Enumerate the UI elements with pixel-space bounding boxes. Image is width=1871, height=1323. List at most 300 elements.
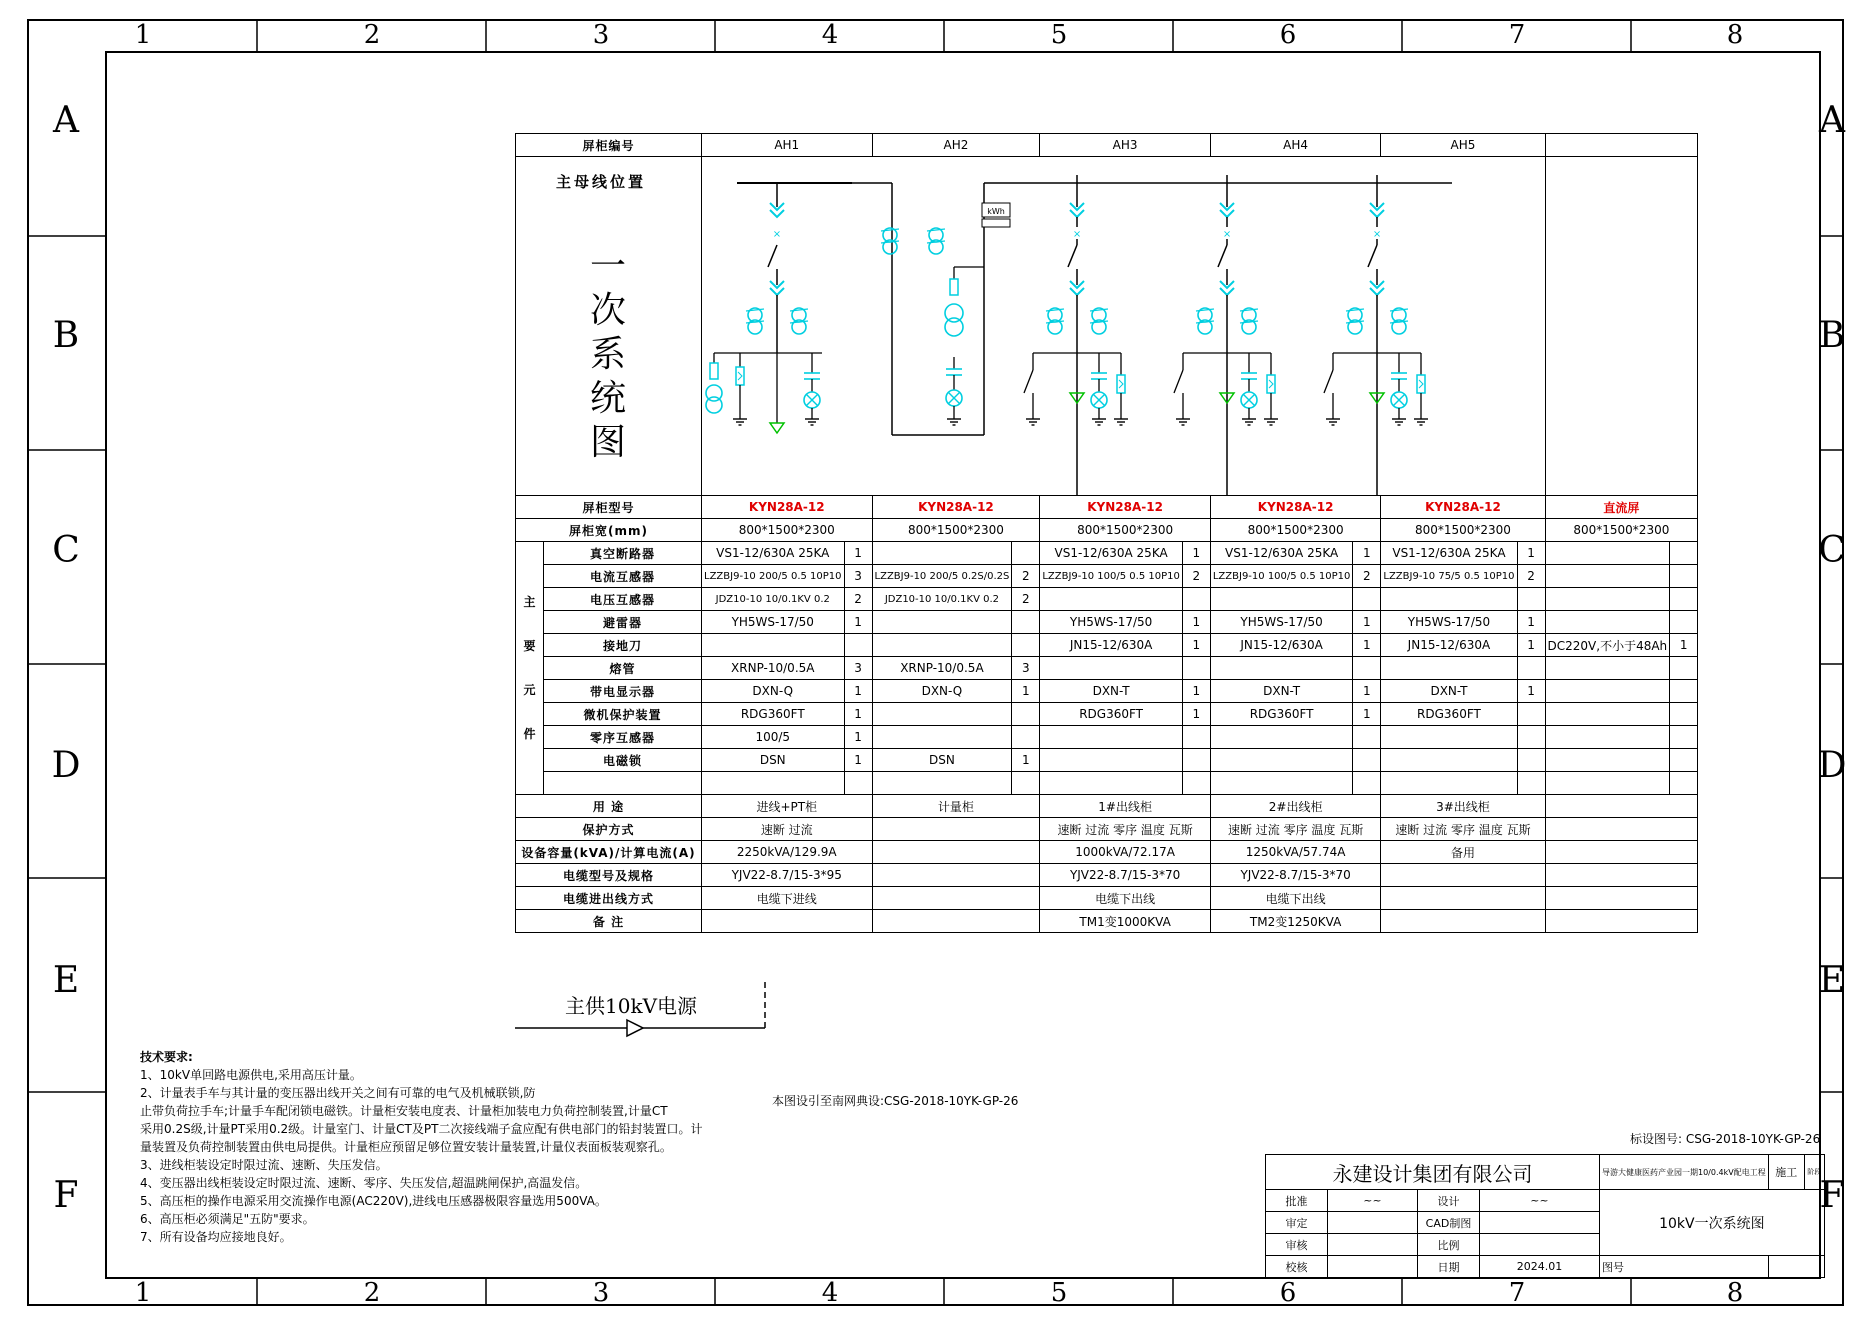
usage-row: [516, 795, 1698, 818]
cad-label: CAD制图: [1418, 1212, 1480, 1234]
grid-col-5-bottom: 5: [1050, 1278, 1068, 1308]
component-spec: [1040, 588, 1183, 611]
component-spec: LZZBJ9-10 100/5 0.5 10P10: [1040, 565, 1183, 588]
component-qty: 1: [1517, 680, 1545, 703]
model-ah3: KYN28A-12: [1040, 496, 1211, 519]
component-qty: [1353, 726, 1381, 749]
width-row: [516, 519, 1698, 542]
remarks-value: TM2变1250KVA: [1210, 910, 1381, 933]
component-qty: 3: [1012, 657, 1040, 680]
component-qty: [1012, 542, 1040, 565]
capacity-value: 备用: [1381, 841, 1545, 864]
component-qty: 2: [1517, 565, 1545, 588]
component-name: 电磁锁: [544, 749, 702, 772]
cable-route-value: 电缆下出线: [1210, 887, 1381, 910]
component-name: 带电显示器: [544, 680, 702, 703]
component-name: 电流互感器: [544, 565, 702, 588]
component-qty: [1670, 611, 1698, 634]
ah2-metering-circuit: [852, 183, 1010, 435]
component-name: 接地刀: [544, 634, 702, 657]
cable-value: [1381, 864, 1545, 887]
grid-row-a-right: A: [1819, 100, 1845, 141]
component-row: [516, 772, 1698, 795]
component-spec: DXN-Q: [702, 680, 845, 703]
component-spec: [1545, 749, 1670, 772]
component-qty: [1670, 726, 1698, 749]
diagram-vertical-title: 一 次 系 统 图: [589, 246, 626, 463]
component-spec: VS1-12/630A 25KA: [1381, 542, 1517, 565]
grid-row-d-left: D: [51, 745, 81, 786]
component-qty: 1: [1182, 703, 1210, 726]
component-spec: [1545, 588, 1670, 611]
component-spec: [1381, 749, 1517, 772]
cable-label: 电缆型号及规格: [516, 864, 702, 887]
component-spec: RDG360FT: [702, 703, 845, 726]
remarks-value: [1545, 910, 1698, 933]
component-qty: [1670, 542, 1698, 565]
stage-label: 施工: [1768, 1155, 1804, 1190]
component-qty: 1: [1182, 611, 1210, 634]
grid-row-b-right: B: [1818, 315, 1846, 356]
component-qty: [1670, 565, 1698, 588]
component-spec: [1545, 657, 1670, 680]
grid-row-f-left: F: [53, 1175, 79, 1216]
component-spec: [1210, 657, 1353, 680]
protection-label: 保护方式: [516, 818, 702, 841]
width-label: 屏柜宽(mm): [516, 519, 702, 542]
busbar-position-label: 主母线位置: [556, 173, 647, 191]
component-row: [516, 726, 1698, 749]
note-line: 2、计量表手车与其计量的变压器出线开关之间有可靠的电气及机械联锁,防: [140, 1086, 536, 1100]
component-spec: [1381, 726, 1517, 749]
model-ah2: KYN28A-12: [872, 496, 1040, 519]
component-spec: [1545, 772, 1670, 795]
grid-col-3-bottom: 3: [592, 1278, 610, 1308]
grid-col-6-bottom: 6: [1279, 1278, 1297, 1308]
width-ah4: 800*1500*2300: [1210, 519, 1381, 542]
usage-value: 进线+PT柜: [702, 795, 873, 818]
component-qty: [1670, 588, 1698, 611]
project-name: 导游大健康医药产业园一期10/0.4kV配电工程: [1600, 1155, 1769, 1190]
company-name: 永建设计集团有限公司: [1266, 1155, 1600, 1190]
protection-value: 速断 过流 零序 温度 瓦斯: [1040, 818, 1211, 841]
cable-value: YJV22-8.7/15-3*70: [1040, 864, 1211, 887]
source-label: 主供10kV电源: [565, 994, 698, 1018]
capacity-value: [872, 841, 1040, 864]
review-label: 审定: [1266, 1212, 1328, 1234]
usage-value: 3#出线柜: [1381, 795, 1545, 818]
model-row: [516, 496, 1698, 519]
grid-row-c-left: C: [52, 530, 80, 571]
width-ah5: 800*1500*2300: [1381, 519, 1545, 542]
drawing-title: 10kV一次系统图: [1600, 1190, 1825, 1256]
component-qty: 2: [1012, 588, 1040, 611]
component-row: [516, 588, 1698, 611]
note-line: 7、所有设备均应接地良好。: [140, 1230, 292, 1244]
component-spec: RDG360FT: [1210, 703, 1353, 726]
component-spec: [1381, 772, 1517, 795]
cabinet-ah4: AH4: [1210, 134, 1381, 157]
component-row: [516, 680, 1698, 703]
scale-label: 比例: [1418, 1234, 1480, 1256]
component-row: [516, 611, 1698, 634]
component-qty: 1: [1517, 542, 1545, 565]
component-spec: [1210, 588, 1353, 611]
grid-row-a-left: A: [53, 100, 79, 141]
component-spec: LZZBJ9-10 75/5 0.5 10P10: [1381, 565, 1517, 588]
component-qty: [1517, 703, 1545, 726]
component-qty: 1: [1012, 749, 1040, 772]
component-spec: [872, 542, 1012, 565]
cable-value: [1545, 864, 1698, 887]
remarks-label: 备 注: [516, 910, 702, 933]
protection-row: [516, 818, 1698, 841]
component-qty: [1182, 772, 1210, 795]
usage-value: [1545, 795, 1698, 818]
date-value: 2024.01: [1480, 1256, 1600, 1278]
component-rows: [516, 542, 1698, 795]
width-ah2: 800*1500*2300: [872, 519, 1040, 542]
design-label: 设计: [1418, 1190, 1480, 1212]
note-line: 5、高压柜的操作电源采用交流操作电源(AC220V),进线电压感器极限容量选用500VA。: [140, 1194, 607, 1208]
design-signature: ~~: [1480, 1190, 1600, 1212]
cabinet-number-row: [516, 134, 1698, 157]
component-qty: [844, 772, 872, 795]
remarks-value: [1381, 910, 1545, 933]
component-qty: [1670, 749, 1698, 772]
grid-col-1-top: 1: [134, 20, 152, 50]
component-qty: 2: [1012, 565, 1040, 588]
component-qty: 1: [1353, 703, 1381, 726]
component-qty: [1517, 749, 1545, 772]
remarks-value: [702, 910, 873, 933]
grid-col-5-top: 5: [1050, 20, 1068, 50]
component-spec: [1210, 726, 1353, 749]
cabinet-number-label: 屏柜编号: [516, 134, 702, 157]
component-row: [516, 634, 1698, 657]
grid-col-1-bottom: 1: [134, 1278, 152, 1308]
component-qty: 3: [844, 657, 872, 680]
component-qty: 1: [1517, 611, 1545, 634]
component-qty: 3: [844, 565, 872, 588]
model-ah5: KYN28A-12: [1381, 496, 1545, 519]
component-qty: [1353, 588, 1381, 611]
component-spec: DXN-T: [1040, 680, 1183, 703]
cabinet-blank: [1545, 134, 1698, 157]
cable-route-label: 电缆进出线方式: [516, 887, 702, 910]
component-spec: XRNP-10/0.5A: [702, 657, 845, 680]
component-spec: [1545, 680, 1670, 703]
grid-col-7-top: 7: [1508, 20, 1526, 50]
component-qty: 1: [844, 611, 872, 634]
component-qty: [1012, 611, 1040, 634]
remarks-value: TM1变1000KVA: [1040, 910, 1211, 933]
component-spec: [1040, 726, 1183, 749]
diagram-row: [516, 157, 1698, 496]
approve-signature: ~~: [1328, 1190, 1418, 1212]
grid-col-6-top: 6: [1279, 20, 1297, 50]
component-qty: 2: [1353, 565, 1381, 588]
grid-row-d-right: D: [1817, 745, 1847, 786]
grid-col-2-bottom: 2: [363, 1278, 381, 1308]
cable-route-row: [516, 887, 1698, 910]
component-spec: DXN-T: [1381, 680, 1517, 703]
cabinet-ah1: AH1: [702, 134, 873, 157]
note-line: 3、进线柜装设定时限过流、速断、失压发信。: [140, 1158, 388, 1172]
standard-drawing-number: 标设图号: CSG-2018-10YK-GP-26: [1630, 1132, 1821, 1146]
component-spec: [1210, 749, 1353, 772]
component-spec: [1545, 611, 1670, 634]
width-ah3: 800*1500*2300: [1040, 519, 1211, 542]
usage-value: 1#出线柜: [1040, 795, 1211, 818]
component-qty: 1: [844, 542, 872, 565]
component-qty: [1517, 657, 1545, 680]
component-spec: YH5WS-17/50: [1210, 611, 1353, 634]
component-spec: [872, 726, 1012, 749]
usage-value: 计量柜: [872, 795, 1040, 818]
component-qty: [1182, 749, 1210, 772]
component-spec: VS1-12/630A 25KA: [702, 542, 845, 565]
component-spec: [1210, 772, 1353, 795]
check-label: 校核: [1266, 1256, 1328, 1278]
component-qty: [1670, 657, 1698, 680]
component-spec: [872, 634, 1012, 657]
cable-value: YJV22-8.7/15-3*95: [702, 864, 873, 887]
component-spec: VS1-12/630A 25KA: [1210, 542, 1353, 565]
ah1-incoming-circuit: [706, 183, 822, 433]
approve-label: 批准: [1266, 1190, 1328, 1212]
cable-route-value: 电缆下出线: [1040, 887, 1211, 910]
ah5-feeder-circuit: [1324, 175, 1428, 495]
component-spec: DXN-Q: [872, 680, 1012, 703]
component-qty: [1670, 772, 1698, 795]
grid-col-8-top: 8: [1726, 20, 1744, 50]
cabinet-ah5: AH5: [1381, 134, 1545, 157]
component-spec: JN15-12/630A: [1210, 634, 1353, 657]
component-qty: 2: [844, 588, 872, 611]
component-spec: JDZ10-10 10/0.1KV 0.2: [872, 588, 1012, 611]
component-row: [516, 542, 1698, 565]
component-spec: YH5WS-17/50: [1040, 611, 1183, 634]
component-qty: [1517, 772, 1545, 795]
grid-col-4-top: 4: [821, 20, 839, 50]
dc-panel-diagram-cell: [1545, 157, 1698, 496]
component-spec: [702, 772, 845, 795]
reference-note: 本图设引至南网典设:CSG-2018-10YK-GP-26: [772, 1094, 1019, 1108]
technical-notes: [140, 1048, 702, 1246]
capacity-value: [1545, 841, 1698, 864]
svg-text:×: ×: [772, 229, 782, 240]
capacity-label: 设备容量(kVA)/计算电流(A): [516, 841, 702, 864]
grid-row-e-right: E: [1818, 960, 1846, 1001]
component-spec: [1381, 588, 1517, 611]
component-spec: [1545, 542, 1670, 565]
component-qty: 1: [844, 680, 872, 703]
diagram-title-cell: [516, 157, 702, 496]
usage-label: 用 途: [516, 795, 702, 818]
single-line-diagram: × × kWh: [702, 157, 1452, 495]
component-spec: LZZBJ9-10 200/5 0.5 10P10: [702, 565, 845, 588]
component-qty: 1: [1012, 680, 1040, 703]
ah4-feeder-circuit: [1174, 175, 1278, 495]
remarks-row: [516, 910, 1698, 933]
component-spec: DXN-T: [1210, 680, 1353, 703]
title-block: [1265, 1154, 1825, 1278]
component-spec: RDG360FT: [1381, 703, 1517, 726]
component-qty: 1: [1517, 634, 1545, 657]
remarks-value: [872, 910, 1040, 933]
grid-col-4-bottom: 4: [821, 1278, 839, 1308]
protection-value: 速断 过流: [702, 818, 873, 841]
component-spec: [1545, 565, 1670, 588]
component-spec: XRNP-10/0.5A: [872, 657, 1012, 680]
component-spec: RDG360FT: [1040, 703, 1183, 726]
capacity-value: 1000kVA/72.17A: [1040, 841, 1211, 864]
component-spec: [1040, 772, 1183, 795]
component-spec: [1545, 726, 1670, 749]
component-spec: JN15-12/630A: [1381, 634, 1517, 657]
date-label: 日期: [1418, 1256, 1480, 1278]
component-qty: 1: [1353, 680, 1381, 703]
ah3-feeder-circuit: [1007, 175, 1452, 495]
component-qty: [1182, 726, 1210, 749]
note-line: 量装置及负荷控制装置由供电局提供。计量柜应预留足够位置安装计量装置,计量仪表面板装观察孔。: [140, 1140, 672, 1154]
component-row: [516, 657, 1698, 680]
component-spec: YH5WS-17/50: [1381, 611, 1517, 634]
component-spec: JDZ10-10 10/0.1KV 0.2: [702, 588, 845, 611]
cable-route-value: [1545, 887, 1698, 910]
component-qty: 1: [1182, 634, 1210, 657]
usage-value: 2#出线柜: [1210, 795, 1381, 818]
component-qty: [1353, 749, 1381, 772]
component-qty: 2: [1182, 565, 1210, 588]
component-spec: [702, 634, 845, 657]
component-name: 电压互感器: [544, 588, 702, 611]
model-ah4: KYN28A-12: [1210, 496, 1381, 519]
component-qty: [1012, 634, 1040, 657]
grid-row-e-left: E: [52, 960, 80, 1001]
protection-value: 速断 过流 零序 温度 瓦斯: [1381, 818, 1545, 841]
component-qty: 1: [1353, 634, 1381, 657]
component-spec: LZZBJ9-10 100/5 0.5 10P10: [1210, 565, 1353, 588]
single-line-diagram-cell: [697, 157, 1546, 496]
component-name: 微机保护装置: [544, 703, 702, 726]
component-row: [516, 749, 1698, 772]
note-line: 1、10kV单回路电源供电,采用高压计量。: [140, 1068, 362, 1082]
component-spec: [872, 611, 1012, 634]
component-spec: DC220V,不小于48Ah: [1545, 634, 1670, 657]
component-spec: DSN: [702, 749, 845, 772]
component-spec: LZZBJ9-10 200/5 0.2S/0.2S: [872, 565, 1012, 588]
component-qty: 1: [1182, 680, 1210, 703]
component-qty: [1517, 726, 1545, 749]
note-line: 6、高压柜必须满足"五防"要求。: [140, 1212, 315, 1226]
component-name: 熔管: [544, 657, 702, 680]
component-spec: VS1-12/630A 25KA: [1040, 542, 1183, 565]
switchgear-schedule-table: [515, 133, 1698, 933]
cable-route-value: [872, 887, 1040, 910]
component-spec: YH5WS-17/50: [702, 611, 845, 634]
component-qty: [1353, 772, 1381, 795]
grid-row-f-right: F: [1819, 1175, 1845, 1216]
component-spec: DSN: [872, 749, 1012, 772]
component-qty: [1012, 726, 1040, 749]
component-name: 真空断路器: [544, 542, 702, 565]
component-spec: 100/5: [702, 726, 845, 749]
model-ah1: KYN28A-12: [702, 496, 873, 519]
component-name: 零序互感器: [544, 726, 702, 749]
component-qty: [1670, 680, 1698, 703]
component-spec: [1545, 703, 1670, 726]
notes-title: 技术要求:: [140, 1050, 193, 1064]
component-qty: [1012, 703, 1040, 726]
component-qty: [1182, 657, 1210, 680]
grid-col-3-top: 3: [592, 20, 610, 50]
stage-small: 阶段: [1804, 1155, 1824, 1190]
grid-col-8-bottom: 8: [1726, 1278, 1744, 1308]
capacity-value: 1250kVA/57.74A: [1210, 841, 1381, 864]
cable-row: [516, 864, 1698, 887]
grid-col-2-top: 2: [363, 20, 381, 50]
component-qty: 1: [1670, 634, 1698, 657]
component-spec: [872, 772, 1012, 795]
grid-row-b-left: B: [52, 315, 80, 356]
component-qty: [1670, 703, 1698, 726]
component-spec: [1381, 657, 1517, 680]
component-qty: [1182, 588, 1210, 611]
capacity-value: 2250kVA/129.9A: [702, 841, 873, 864]
protection-value: [1545, 818, 1698, 841]
model-label: 屏柜型号: [516, 496, 702, 519]
cable-value: [872, 864, 1040, 887]
capacity-row: [516, 841, 1698, 864]
component-row: [516, 565, 1698, 588]
component-name: [544, 772, 702, 795]
component-qty: 1: [844, 703, 872, 726]
cable-route-value: 电缆下进线: [702, 887, 873, 910]
component-spec: [1040, 749, 1183, 772]
grid-col-7-bottom: 7: [1508, 1278, 1526, 1308]
width-ah1: 800*1500*2300: [702, 519, 873, 542]
usage-rows: [516, 795, 1698, 933]
drawing-number-label: 图号: [1600, 1256, 1769, 1278]
audit-label: 审核: [1266, 1234, 1328, 1256]
note-line: 采用0.2S级,计量PT采用0.2级。计量室门、计量CT及PT二次接线端子盒应配有供电部门的铅封装置口。计: [140, 1122, 703, 1136]
component-spec: [872, 703, 1012, 726]
grid-row-c-right: C: [1818, 530, 1846, 571]
note-line: 4、变压器出线柜装设定时限过流、速断、零序、失压发信,超温跳闸保护,高温发信。: [140, 1176, 588, 1190]
component-qty: [1517, 588, 1545, 611]
model-dc-panel: 直流屏: [1545, 496, 1698, 519]
main-components-group-label: 主 要 元 件: [516, 542, 544, 795]
component-qty: 1: [1182, 542, 1210, 565]
component-qty: 1: [844, 726, 872, 749]
component-qty: 1: [844, 749, 872, 772]
component-row: [516, 703, 1698, 726]
component-spec: JN15-12/630A: [1040, 634, 1183, 657]
component-qty: 1: [1353, 611, 1381, 634]
cabinet-ah3: AH3: [1040, 134, 1211, 157]
component-qty: [1353, 657, 1381, 680]
component-name: 避雷器: [544, 611, 702, 634]
cabinet-ah2: AH2: [872, 134, 1040, 157]
component-qty: [844, 634, 872, 657]
component-spec: [1040, 657, 1183, 680]
protection-value: 速断 过流 零序 温度 瓦斯: [1210, 818, 1381, 841]
note-line: 止带负荷拉手车;计量手车配闭锁电磁铁。计量柜安装电度表、计量柜加装电力负荷控制装置,计量CT: [140, 1104, 668, 1118]
cable-route-value: [1381, 887, 1545, 910]
protection-value: [872, 818, 1040, 841]
